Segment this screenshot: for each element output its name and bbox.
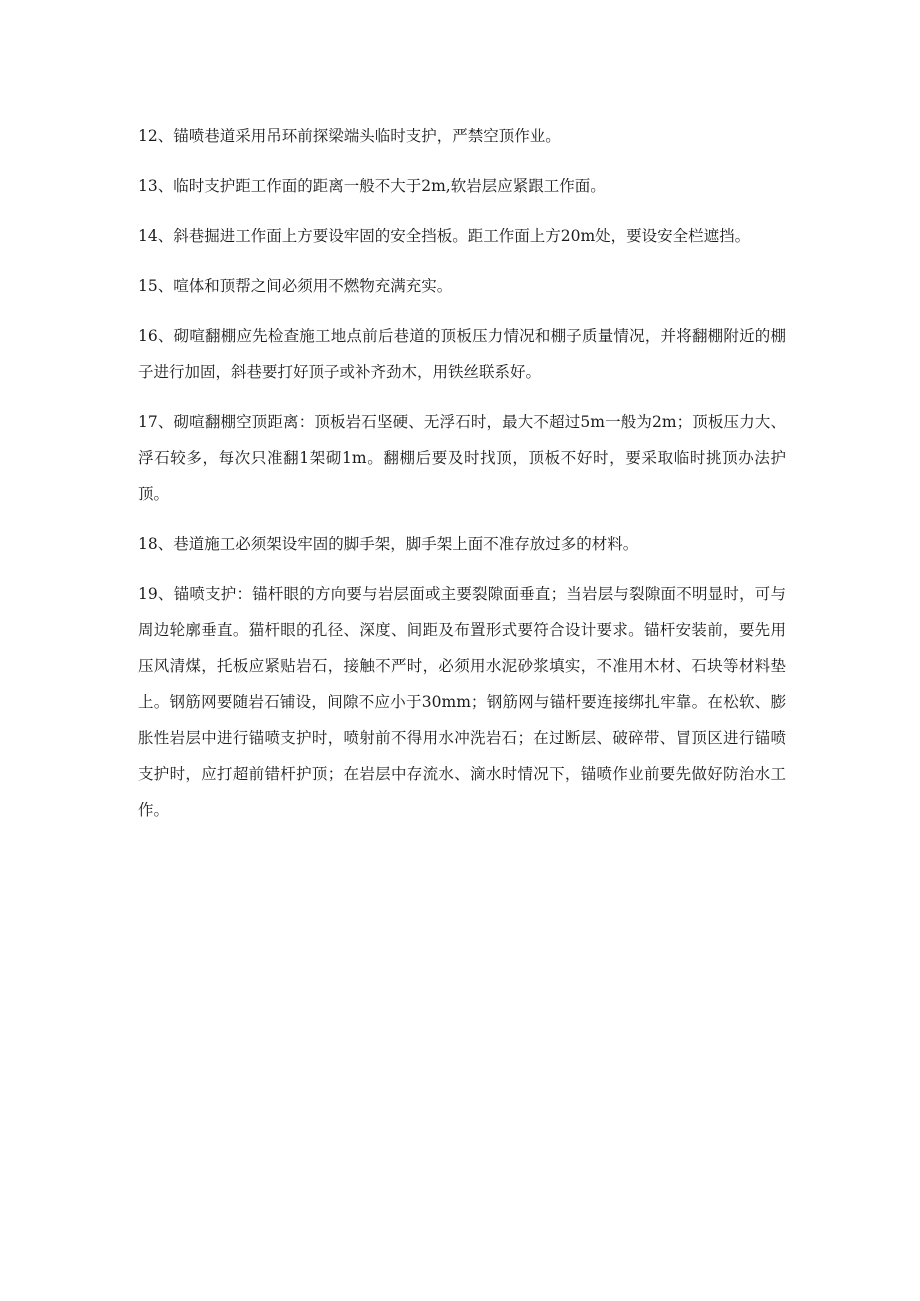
clause-13: 13、临时支护距工作面的距离一般不大于2m,软岩层应紧跟工作面。	[138, 177, 606, 195]
clause-16: 16、砌喧翻棚应先检查施工地点前后巷道的顶板压力情况和棚子质量情况，并将翻棚附近的棚子进行加固，斜巷要打好顶子或补齐劲木，用铁丝联系好。	[138, 327, 786, 381]
clause-12: 12、锚喷巷道采用吊环前探梁端头临时支护，严禁空顶作业。	[138, 127, 561, 145]
clause-15: 15、喧体和顶帮之间必须用不燃物充满充实。	[138, 277, 453, 295]
document-body	[138, 118, 786, 828]
clause-17: 17、砌喧翻棚空顶距离：顶板岩石坚硬、无浮石时，最大不超过5m一般为2m；顶板压力大、浮石较多，每次只准翻1架砌1m。翻棚后要及时找顶，顶板不好时，要采取临时挑顶办法护顶。	[138, 413, 786, 503]
clause-14: 14、斜巷掘进工作面上方要设牢固的安全挡板。距工作面上方20m处，要设安全栏遮挡。	[138, 227, 751, 245]
clause-18: 18、巷道施工必须架设牢固的脚手架，脚手架上面不准存放过多的材料。	[138, 535, 639, 553]
clause-19: 19、锚喷支护：锚杆眼的方向要与岩层面或主要裂隙面垂直；当岩层与裂隙面不明显时，可与周边轮廓垂直。猫杆眼的孔径、深度、间距及布置形式要符合设计要求。锚杆安装前，要先用压风清煤，托板应紧贴岩石，接触不严时，必须用水泥砂浆填实，不准用木材、石块等材料垫上。钢筋网要随岩石铺设，间隙不应小于30mm；钢筋网与锚杆要连接绑扎牢靠。在松软、膨胀性岩层中进行锚喷支护时，喷射前不得用水冲洗岩石；在过断层、破碎带、冒顶区进行锚喷支护时，应打超前错杆护顶；在岩层中存流水、滴水时情况下，锚喷作业前要先做好防治水工作。	[138, 585, 786, 819]
